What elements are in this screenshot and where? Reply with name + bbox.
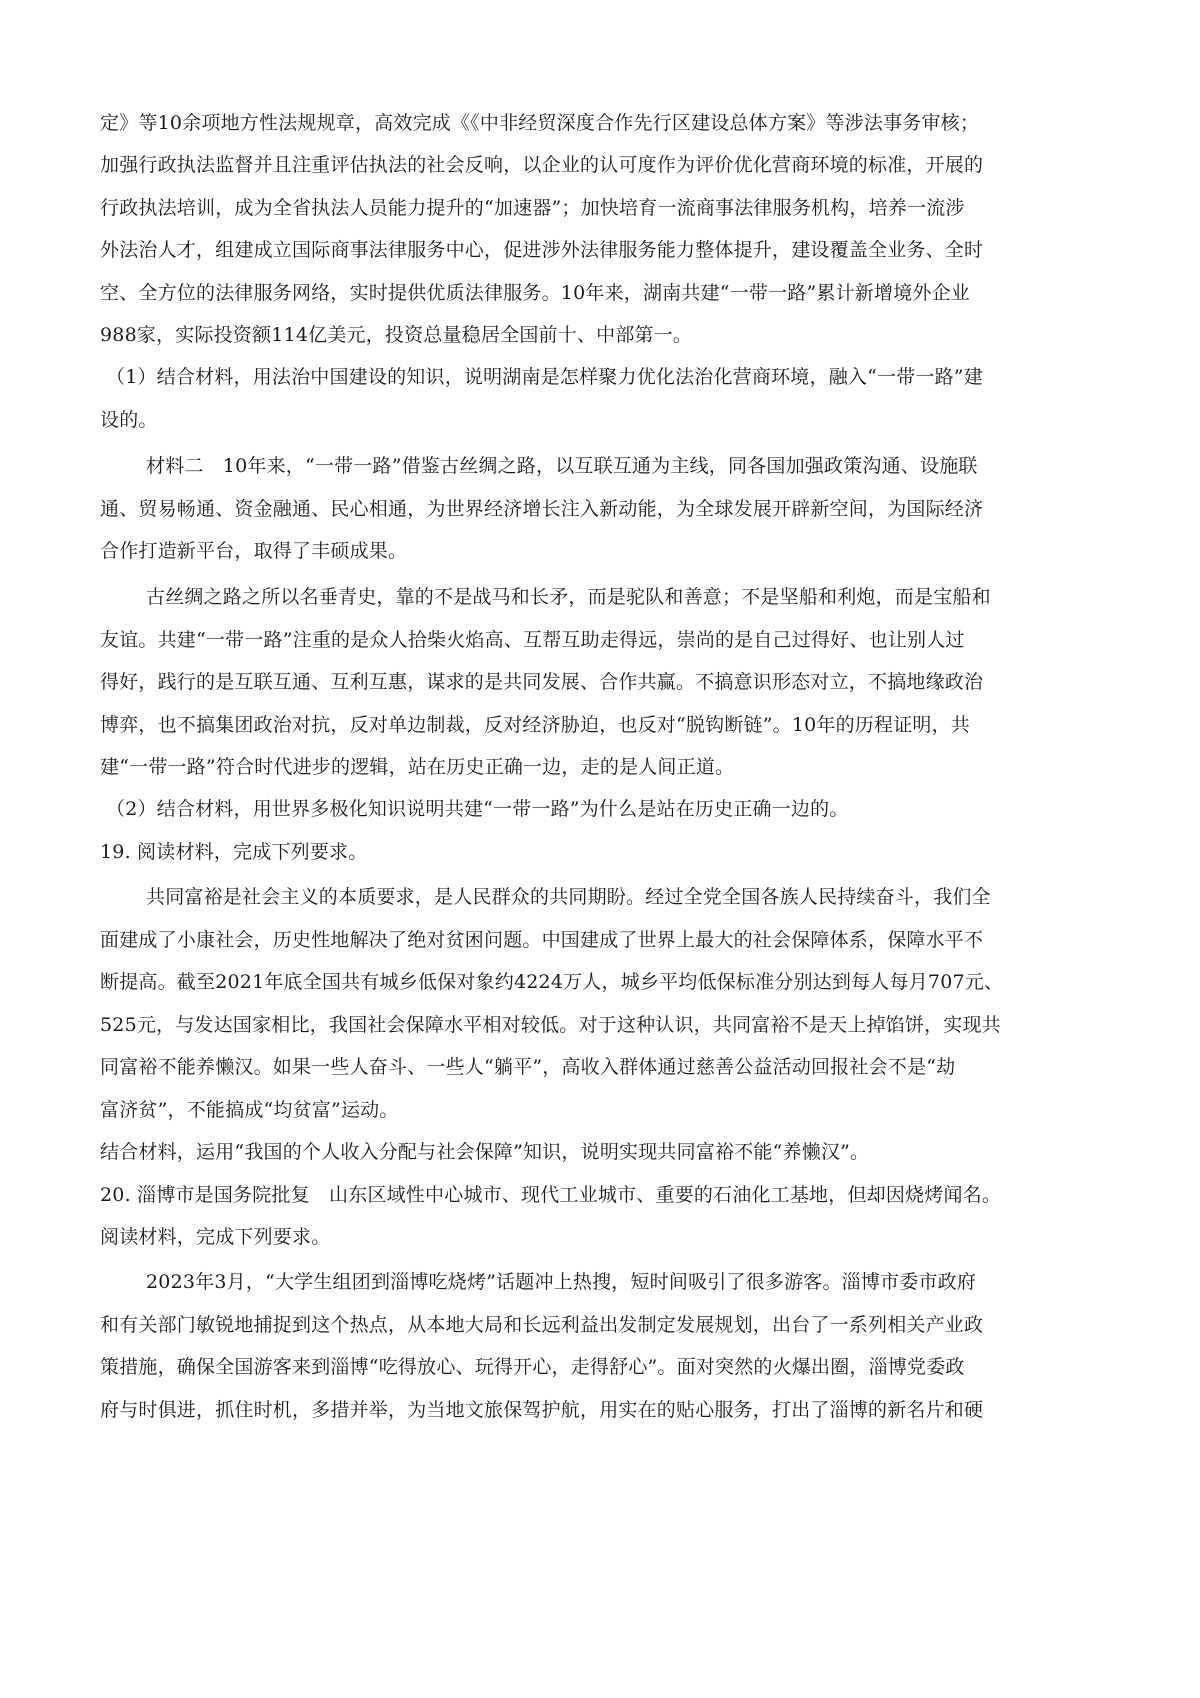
text-line: 博弈，也不搞集团政治对抗，反对单边制裁，反对经济胁迫，也反对“脱钩断链”。10年的历程证明，共	[100, 714, 971, 736]
text-line: 友谊。共建“一带一路”注重的是众人拾柴火焰高、互帮互助走得远，崇尚的是自己过得好、也让别人过	[100, 629, 965, 651]
text-line: 设的。	[100, 409, 158, 431]
paragraph-start-line: 材料二 10年来，“一带一路”借鉴古丝绸之路，以互联互通为主线，同各国加强政策沟通、设施联	[146, 455, 978, 477]
text-line: 富济贫”，不能搞成“均贫富”运动。	[100, 1099, 399, 1121]
text-line: 加强行政执法监督并且注重评估执法的社会反响，以企业的认可度作为评价优化营商环境的标准，开展的	[100, 154, 984, 176]
paragraph-start-line: 2023年3月，“大学生组团到淄博吃烧烤”话题冲上热搜，短时间吸引了很多游客。淄博市委市政府	[146, 1271, 977, 1293]
text-line: 面建成了小康社会，历史性地解决了绝对贫困问题。中国建成了世界上最大的社会保障体系，保障水平不	[100, 929, 984, 951]
text-line: 府与时俱进，抓住时机，多措并举，为当地文旅保驾护航，用实在的贴心服务，打出了淄博的新名片和硬	[100, 1399, 984, 1421]
text-line: 通、贸易畅通、资金融通、民心相通，为世界经济增长注入新动能，为全球发展开辟新空间，为国际经济	[100, 498, 984, 520]
text-line: 同富裕不能养懒汉。如果一些人奋斗、一些人“躺平”，高收入群体通过慈善公益活动回报社会不是“劫	[100, 1056, 956, 1078]
text-line: 策措施，确保全国游客来到淄博“吃得放心、玩得开心，走得舒心”。面对突然的火爆出圈，淄博党委政	[100, 1356, 965, 1378]
question-heading: 19. 阅读材料，完成下列要求。	[100, 841, 368, 863]
text-line: 断提高。截至2021年底全国共有城乡低保对象约4224万人，城乡平均低保标准分别达到每人每月707元、	[100, 971, 1004, 993]
text-line: 行政执法培训，成为全省执法人员能力提升的“加速器”；加快培育一流商事法律服务机构，培养一流涉	[100, 197, 965, 219]
question-line: （1）结合材料，用法治中国建设的知识，说明湖南是怎样聚力优化法治化营商环境，融入“一带一路”建	[106, 366, 983, 388]
paragraph-start-line: 古丝绸之路之所以名垂青史，靠的不是战马和长矛，而是驼队和善意；不是坚船和利炮，而是宝船和	[146, 586, 991, 608]
question-line: （2）结合材料，用世界多极化知识说明共建“一带一路”为什么是站在历史正确一边的。	[106, 798, 849, 820]
text-line: 建“一带一路”符合时代进步的逻辑，站在历史正确一边，走的是人间正道。	[100, 756, 735, 778]
question-heading: 20. 淄博市是国务院批复 山东区域性中心城市、现代工业城市、重要的石油化工基地，但却因烧烤闻名。	[100, 1184, 1002, 1206]
text-line: 525元，与发达国家相比，我国社会保障水平相对较低。对于这种认识，共同富裕不是天上掉馅饼，实现共	[100, 1014, 1001, 1036]
text-line: 得好，践行的是互联互通、互利互惠，谋求的是共同发展、合作共赢。不搞意识形态对立，不搞地缘政治	[100, 671, 984, 693]
text-line: 外法治人才，组建成立国际商事法律服务中心，促进涉外法律服务能力整体提升，建设覆盖全业务、全时	[100, 239, 984, 261]
question-line: 结合材料，运用“我国的个人收入分配与社会保障”知识，说明实现共同富裕不能“养懒汉”。	[100, 1141, 870, 1163]
text-line: 合作打造新平台，取得了丰硕成果。	[100, 540, 408, 562]
paragraph-start-line: 共同富裕是社会主义的本质要求，是人民群众的共同期盼。经过全党全国各族人民持续奋斗，我们全	[146, 886, 991, 908]
text-line: 定》等10余项地方性法规规章，高效完成《《中非经贸深度合作先行区建设总体方案》等涉法事务审核；	[100, 112, 980, 134]
text-line: 988家，实际投资额114亿美元，投资总量稳居全国前十、中部第一。	[100, 324, 693, 346]
text-line: 空、全方位的法律服务网络，实时提供优质法律服务。10年来，湖南共建“一带一路”累计新增境外企业	[100, 282, 971, 304]
text-line: 阅读材料，完成下列要求。	[100, 1226, 331, 1248]
text-line: 和有关部门敏锐地捕捉到这个热点，从本地大局和长远利益出发制定发展规划，出台了一系列相关产业政	[100, 1314, 984, 1336]
